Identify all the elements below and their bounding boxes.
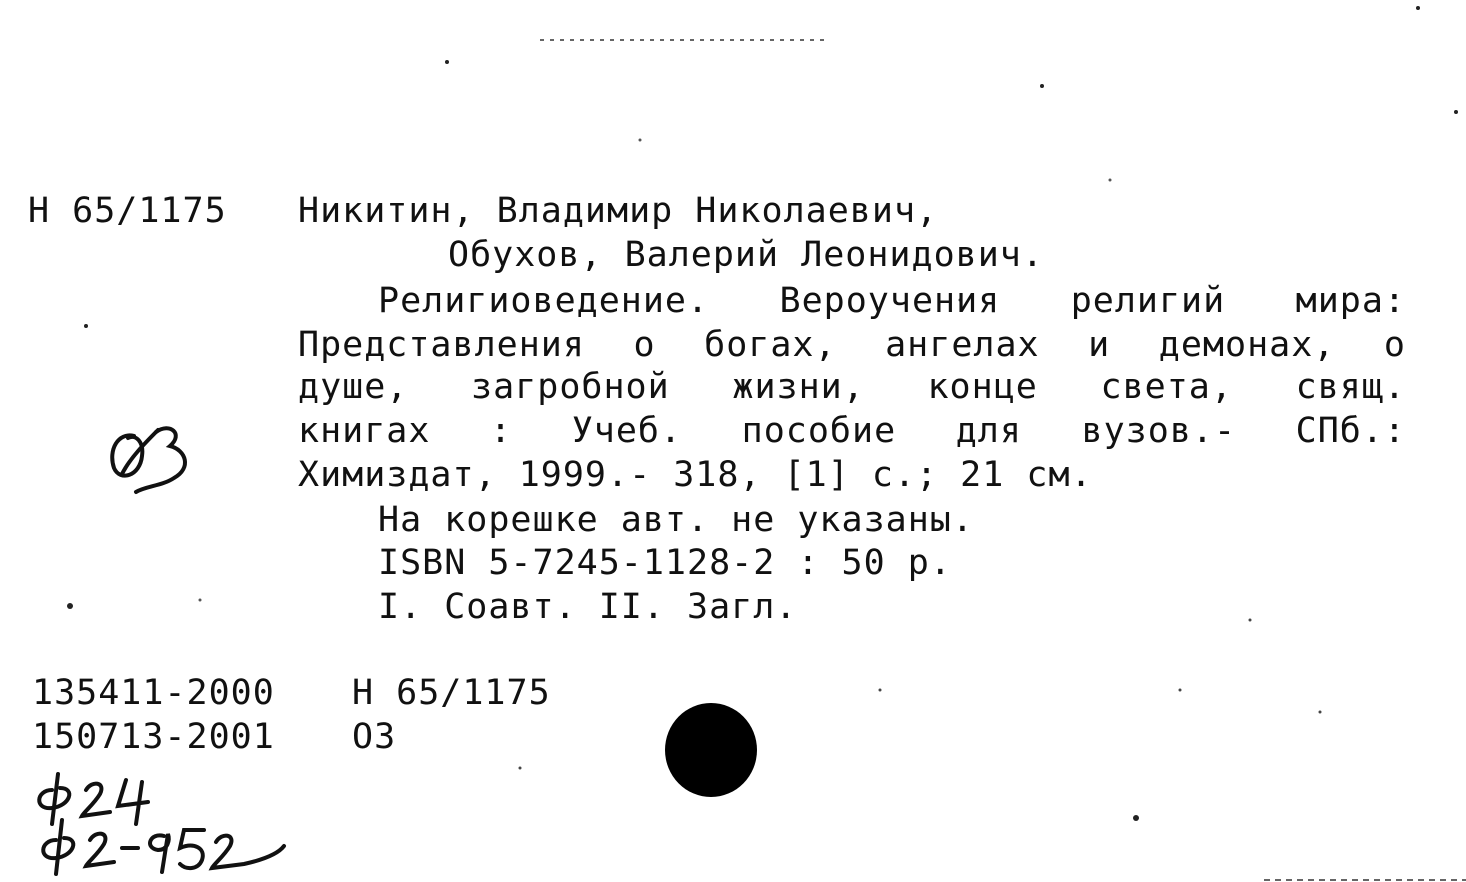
call-number: Н 65/1175 xyxy=(28,191,227,231)
author-line: Никитин, Владимир Николаевич, xyxy=(298,191,939,231)
accession-number: 135411-2000 xyxy=(32,673,275,713)
body-line: книгах : Учеб. пособие для вузов.- СПб.: xyxy=(298,411,1406,451)
isbn-line: ISBN 5-7245-1128-2 : 50 р. xyxy=(378,543,952,583)
body-line: душе, загробной жизни, конце света, свящ. xyxy=(298,367,1406,407)
handwritten-mark-f2-952 xyxy=(34,814,294,880)
coauthor-line: Обухов, Валерий Леонидович. xyxy=(448,235,1044,275)
accession-location: Н 65/1175 xyxy=(352,673,551,713)
black-dot xyxy=(664,702,760,798)
handwritten-mark-03 xyxy=(100,412,200,502)
note-line: На корешке авт. не указаны. xyxy=(378,500,974,540)
tracing-line: I. Соавт. II. Загл. xyxy=(378,587,798,627)
accession-location: О3 xyxy=(352,717,397,757)
body-line: Представления о богах, ангелах и демонах, о xyxy=(298,325,1406,365)
accession-number: 150713-2001 xyxy=(32,717,275,757)
imprint-line: Химиздат, 1999.- 318, [1] с.; 21 см. xyxy=(298,455,1093,495)
title-line: Религиоведение. Вероучения религий мира: xyxy=(378,281,1406,321)
